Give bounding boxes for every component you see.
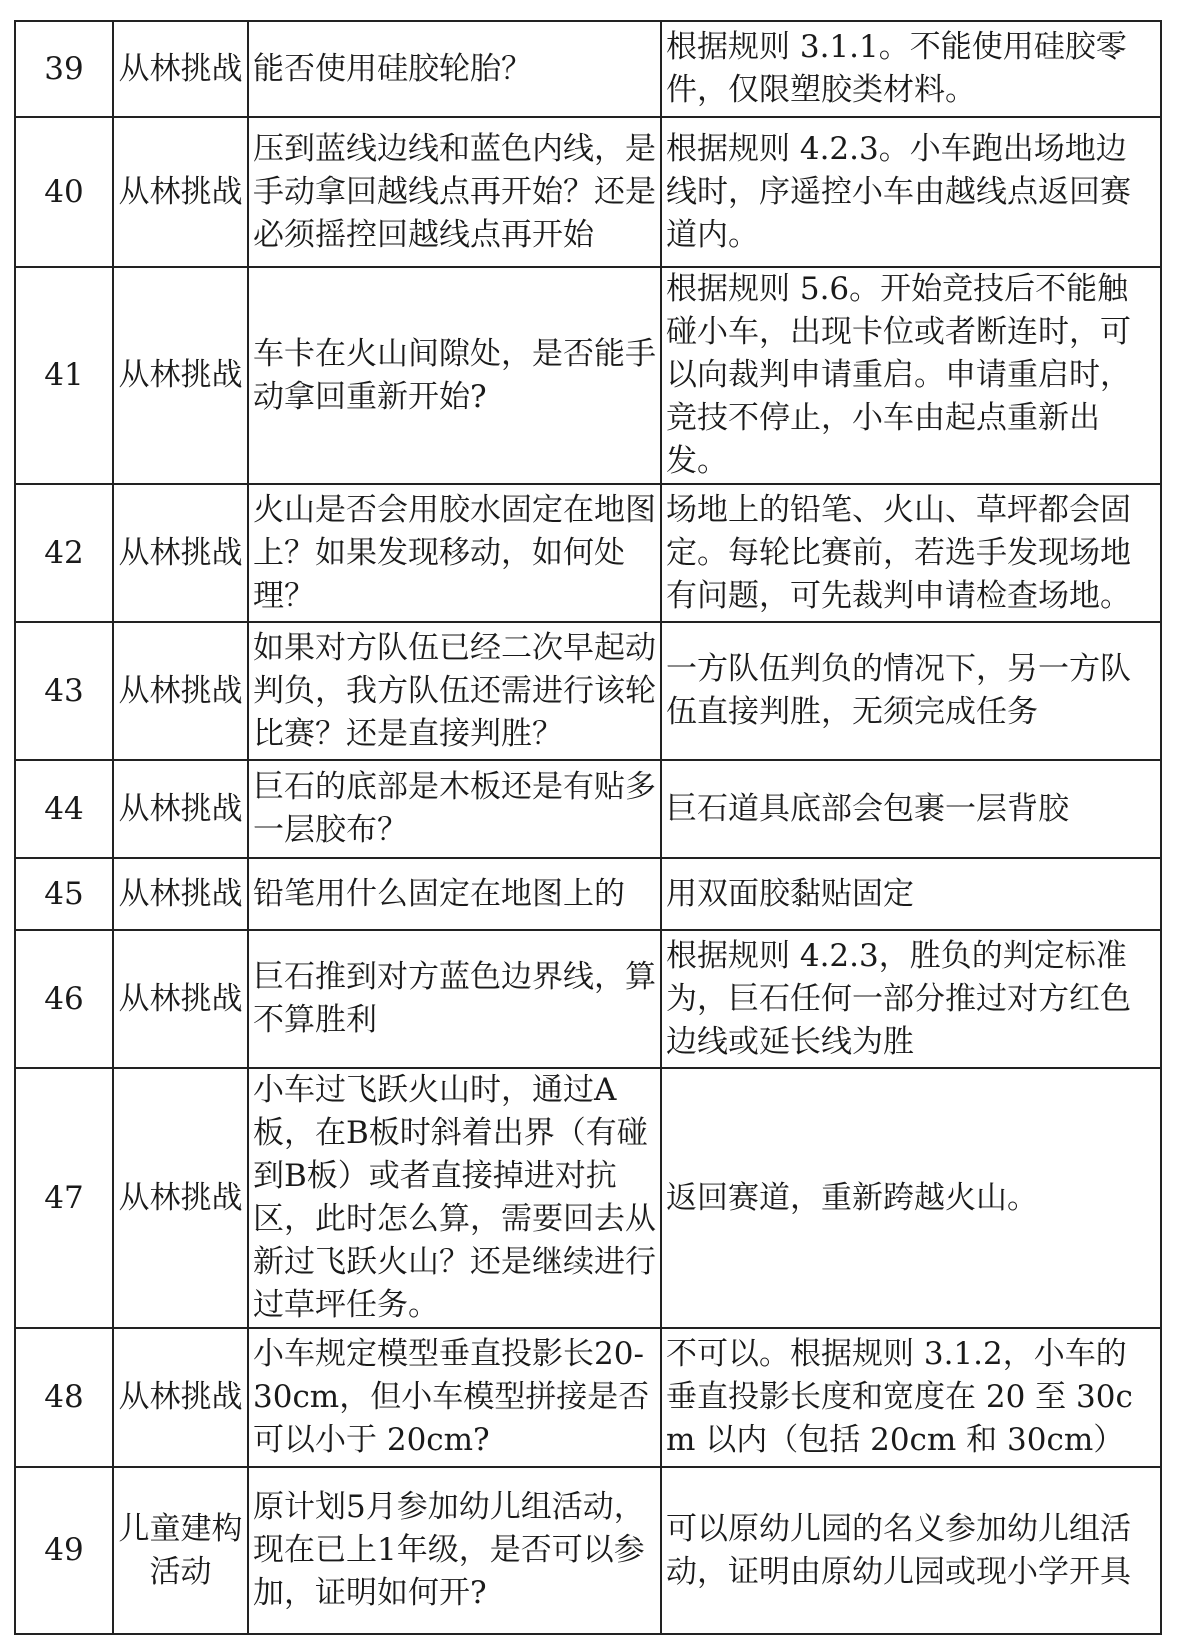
row-question: 车卡在火山间隙处，是否能手动拿回重新开始? [248, 267, 661, 484]
row-question: 巨石的底部是木板还是有贴多一层胶布？ [248, 760, 661, 858]
row-question: 铅笔用什么固定在地图上的 [248, 858, 661, 930]
table-row [15, 1068, 1161, 1328]
row-number: 47 [15, 1068, 113, 1328]
row-answer: 可以原幼儿园的名义参加幼儿组活动，证明由原幼儿园或现小学开具 [661, 1467, 1161, 1634]
row-number: 43 [15, 622, 113, 760]
row-number: 44 [15, 760, 113, 858]
table-row [15, 21, 1161, 117]
faq-table [14, 20, 1162, 1635]
table-row [15, 267, 1161, 484]
row-answer: 巨石道具底部会包裹一层背胶 [661, 760, 1161, 858]
row-category: 从林挑战 [113, 117, 248, 267]
row-number: 39 [15, 21, 113, 117]
row-number: 41 [15, 267, 113, 484]
table-row [15, 484, 1161, 622]
row-answer: 根据规则 5.6。开始竞技后不能触碰小车，出现卡位或者断连时，可以向裁判申请重启。申请重启时，竞技不停止，小车由起点重新出发。 [661, 267, 1161, 484]
row-category: 从林挑战 [113, 21, 248, 117]
row-question: 能否使用硅胶轮胎？ [248, 21, 661, 117]
row-answer: 不可以。根据规则 3.1.2，小车的垂直投影长度和宽度在 20 至 30cm 以内（包括 20cm 和 30cm） [661, 1328, 1161, 1467]
row-answer: 根据规则 4.2.3。小车跑出场地边线时，序遥控小车由越线点返回赛道内。 [661, 117, 1161, 267]
row-category: 从林挑战 [113, 622, 248, 760]
table-row [15, 760, 1161, 858]
row-number: 45 [15, 858, 113, 930]
row-answer: 一方队伍判负的情况下，另一方队伍直接判胜，无须完成任务 [661, 622, 1161, 760]
table-row [15, 930, 1161, 1068]
row-category: 从林挑战 [113, 760, 248, 858]
row-question: 原计划5月参加幼儿组活动，现在已上1年级，是否可以参加，证明如何开? [248, 1467, 661, 1634]
row-category: 从林挑战 [113, 267, 248, 484]
row-category: 从林挑战 [113, 1068, 248, 1328]
row-answer: 根据规则 3.1.1。不能使用硅胶零件，仅限塑胶类材料。 [661, 21, 1161, 117]
row-category: 从林挑战 [113, 484, 248, 622]
table-row [15, 1328, 1161, 1467]
row-category: 从林挑战 [113, 858, 248, 930]
row-question: 火山是否会用胶水固定在地图上？如果发现移动，如何处理？ [248, 484, 661, 622]
table-row [15, 1467, 1161, 1634]
row-category: 从林挑战 [113, 1328, 248, 1467]
row-number: 40 [15, 117, 113, 267]
row-question: 小车规定模型垂直投影长20-30cm，但小车模型拼接是否可以小于 20cm? [248, 1328, 661, 1467]
row-number: 42 [15, 484, 113, 622]
row-number: 48 [15, 1328, 113, 1467]
row-category: 从林挑战 [113, 930, 248, 1068]
row-category: 儿童建构活动 [113, 1467, 248, 1634]
row-question: 压到蓝线边线和蓝色内线，是手动拿回越线点再开始？还是必须摇控回越线点再开始 [248, 117, 661, 267]
row-answer: 返回赛道，重新跨越火山。 [661, 1068, 1161, 1328]
row-question: 巨石推到对方蓝色边界线，算不算胜利 [248, 930, 661, 1068]
table-row [15, 117, 1161, 267]
row-answer: 用双面胶黏贴固定 [661, 858, 1161, 930]
row-number: 46 [15, 930, 113, 1068]
row-answer: 场地上的铅笔、火山、草坪都会固定。每轮比赛前，若选手发现场地有问题，可先裁判申请检查场地。 [661, 484, 1161, 622]
row-question: 小车过飞跃火山时，通过A板，在B板时斜着出界（有碰到B板）或者直接掉进对抗区，此时怎么算，需要回去从新过飞跃火山？还是继续进行过草坪任务。 [248, 1068, 661, 1328]
table-row [15, 858, 1161, 930]
row-number: 49 [15, 1467, 113, 1634]
row-answer: 根据规则 4.2.3，胜负的判定标准为，巨石任何一部分推过对方红色边线或延长线为胜 [661, 930, 1161, 1068]
table-row [15, 622, 1161, 760]
row-question: 如果对方队伍已经二次早起动判负，我方队伍还需进行该轮比赛？还是直接判胜？ [248, 622, 661, 760]
